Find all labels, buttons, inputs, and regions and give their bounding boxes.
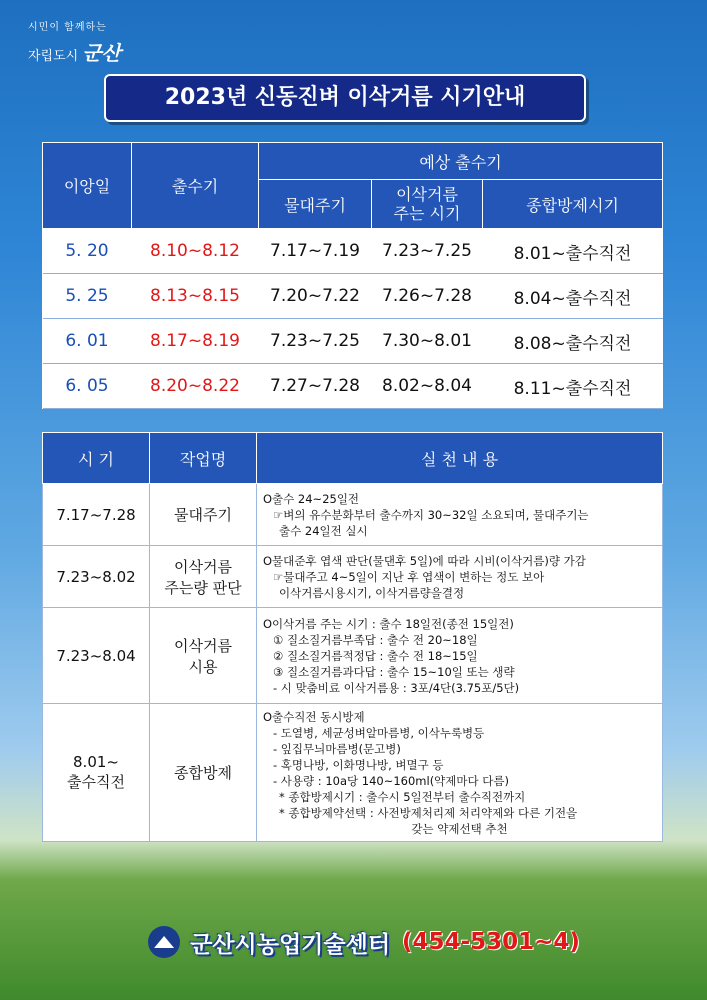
logo-motto: 자립도시 군산	[28, 41, 121, 65]
pest-period: 8.11~출수직전	[483, 364, 663, 409]
task-content: O출수 24~25일전 ☞벼의 유수분화부터 출수까지 30~32일 소요되며, 물대주기는 출수 24일전 실시	[257, 484, 663, 546]
header-task-name: 작업명	[150, 433, 257, 484]
header-expected: 예상 출수기	[259, 143, 663, 180]
task-name: 이삭거름 시용	[150, 608, 257, 704]
header-flood: 물대주기	[259, 180, 372, 229]
task-period: 7.17~7.28	[43, 484, 150, 546]
table-row	[43, 274, 663, 319]
task-content: O출수직전 동시방제 - 도열병, 세균성벼알마름병, 이삭누룩병등 - 잎집무늬마름병(문고병) - 혹명나방, 이화명나방, 벼멸구 등 - 사용량 : 10a당 140~160ml(약제마다 다름) * 종합방제시기 : 출수시 5일전부터 출수직전까지 * 종합방제약선택 : 사전방제처리제 처리약제와 다른 기전을 갖는 약제선택 추천	[257, 704, 663, 842]
logo-slogan: 시민이 함께하는	[28, 22, 107, 33]
task-name: 종합방제	[150, 704, 257, 842]
header-period: 시 기	[43, 433, 150, 484]
heading-date: 8.10~8.12	[132, 229, 259, 274]
fert-period: 7.30~8.01	[372, 319, 483, 364]
header-transplant: 이앙일	[43, 143, 132, 229]
footer	[104, 922, 624, 962]
task-period: 8.01~ 출수직전	[43, 704, 150, 842]
header-heading: 출수기	[132, 143, 259, 229]
table-row	[43, 319, 663, 364]
flood-period: 7.17~7.19	[259, 229, 372, 274]
task-name: 이삭거름 주는량 판단	[150, 546, 257, 608]
city-logo	[28, 18, 121, 66]
table-row	[43, 229, 663, 274]
tasks-table	[42, 432, 663, 842]
page-title: 2023년 신동진벼 이삭거름 시기안내	[104, 74, 586, 122]
schedule-table	[42, 142, 663, 409]
transplant-date: 6. 01	[43, 319, 132, 364]
agency-emblem-icon	[148, 926, 180, 958]
fert-period: 8.02~8.04	[372, 364, 483, 409]
task-period: 7.23~8.02	[43, 546, 150, 608]
flood-period: 7.20~7.22	[259, 274, 372, 319]
heading-date: 8.13~8.15	[132, 274, 259, 319]
flood-period: 7.23~7.25	[259, 319, 372, 364]
task-period: 7.23~8.04	[43, 608, 150, 704]
task-content: O이삭거름 주는 시기 : 출수 18일전(종전 15일전) ① 질소질거름부족답 : 출수 전 20~18일 ② 질소질거름적정답 : 출수 전 18~15일 ③ 질소질거름과다답 : 출수 15~10일 또는 생략 - 시 맞춤비료 이삭거름용 : 3포/4단(3.75포/5단)	[257, 608, 663, 704]
fert-period: 7.23~7.25	[372, 229, 483, 274]
pest-period: 8.08~출수직전	[483, 319, 663, 364]
table-row	[43, 546, 663, 608]
table-row	[43, 608, 663, 704]
pest-period: 8.01~출수직전	[483, 229, 663, 274]
task-content: O물대준후 엽색 판단(물댄후 5일)에 따라 시비(이삭거름)량 가감 ☞물대주고 4~5일이 지난 후 엽색이 변하는 정도 보아 이삭거름시용시기, 이삭거름량을결정	[257, 546, 663, 608]
table-row	[43, 364, 663, 409]
header-content: 실 천 내 용	[257, 433, 663, 484]
transplant-date: 5. 25	[43, 274, 132, 319]
pest-period: 8.04~출수직전	[483, 274, 663, 319]
phone-number: (454-5301~4)	[402, 929, 580, 955]
table-row	[43, 484, 663, 546]
org-name: 군산시농업기술센터	[190, 931, 391, 958]
fert-period: 7.26~7.28	[372, 274, 483, 319]
header-fert: 이삭거름 주는 시기	[372, 180, 483, 229]
task-name: 물대주기	[150, 484, 257, 546]
flood-period: 7.27~7.28	[259, 364, 372, 409]
heading-date: 8.20~8.22	[132, 364, 259, 409]
logo-brand: 군산	[82, 41, 121, 65]
transplant-date: 5. 20	[43, 229, 132, 274]
table-row	[43, 704, 663, 842]
heading-date: 8.17~8.19	[132, 319, 259, 364]
transplant-date: 6. 05	[43, 364, 132, 409]
header-pest: 종합방제시기	[483, 180, 663, 229]
